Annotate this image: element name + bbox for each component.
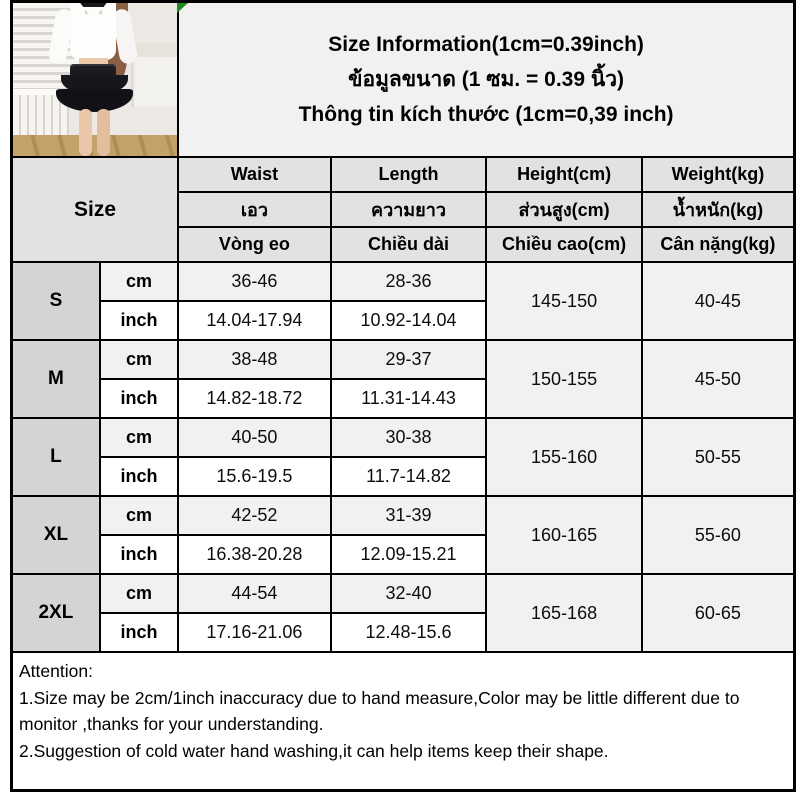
unit-inch: inch [100,379,178,418]
length-inch-l: 11.7-14.82 [331,457,487,496]
title-vietnamese: Thông tin kích thước (1cm=0,39 inch) [298,103,674,126]
row-s-cm [12,262,795,301]
length-inch-m: 11.31-14.43 [331,379,487,418]
length-inch-xl: 12.09-15.21 [331,535,487,574]
header-height-en: Height(cm) [486,157,642,192]
unit-inch: inch [100,457,178,496]
header-length-th: ความยาว [331,192,487,227]
length-inch-2xl: 12.48-15.6 [331,613,487,652]
waist-inch-m: 14.82-18.72 [178,379,331,418]
length-cm-m: 29-37 [331,340,487,379]
row-l-cm [12,418,795,457]
unit-inch: inch [100,301,178,340]
height-xl: 160-165 [486,496,642,574]
header-length-vi: Chiều dài [331,227,487,262]
photo-model-leg-right [97,109,110,156]
header-length-en: Length [331,157,487,192]
header-row-english [12,157,795,192]
size-label-s: S [12,262,100,340]
height-s: 145-150 [486,262,642,340]
attention-line2: 2.Suggestion of cold water hand washing,it can help items keep their shape. [19,740,609,761]
title-cell [178,2,794,158]
unit-cm: cm [100,262,178,301]
waist-inch-s: 14.04-17.94 [178,301,331,340]
product-photo [13,3,177,156]
title-thai: ข้อมูลขนาด (1 ซม. = 0.39 นิ้ว) [348,68,624,91]
unit-inch: inch [100,535,178,574]
length-inch-s: 10.92-14.04 [331,301,487,340]
unit-cm: cm [100,496,178,535]
weight-m: 45-50 [642,340,795,418]
height-l: 155-160 [486,418,642,496]
waist-cm-m: 38-48 [178,340,331,379]
product-photo-cell [12,2,179,158]
waist-cm-2xl: 44-54 [178,574,331,613]
weight-xl: 55-60 [642,496,795,574]
waist-inch-l: 15.6-19.5 [178,457,331,496]
waist-cm-xl: 42-52 [178,496,331,535]
row-2xl-cm [12,574,795,613]
waist-cm-l: 40-50 [178,418,331,457]
unit-inch: inch [100,613,178,652]
header-weight-vi: Cân nặng(kg) [642,227,795,262]
size-label-2xl: 2XL [12,574,100,652]
waist-inch-2xl: 17.16-21.06 [178,613,331,652]
header-waist-en: Waist [178,157,331,192]
row-m-cm [12,340,795,379]
photo-model-leg-left [79,109,92,156]
title-row [12,2,795,158]
size-label-xl: XL [12,496,100,574]
attention-row [12,652,795,791]
unit-cm: cm [100,340,178,379]
height-m: 150-155 [486,340,642,418]
length-cm-2xl: 32-40 [331,574,487,613]
title-english: Size Information(1cm=0.39inch) [328,33,644,56]
size-label-m: M [12,340,100,418]
header-weight-th: น้ำหนัก(kg) [642,192,795,227]
attention-heading: Attention: [19,661,93,681]
photo-cabinet [131,43,177,107]
weight-l: 50-55 [642,418,795,496]
weight-s: 40-45 [642,262,795,340]
length-cm-l: 30-38 [331,418,487,457]
unit-cm: cm [100,574,178,613]
weight-2xl: 60-65 [642,574,795,652]
header-height-th: ส่วนสูง(cm) [486,192,642,227]
length-cm-xl: 31-39 [331,496,487,535]
size-table [10,0,796,792]
height-2xl: 165-168 [486,574,642,652]
size-label-l: L [12,418,100,496]
attention-line1: 1.Size may be 2cm/1inch inaccuracy due to hand measure,Color may be little different due to monitor ,thanks for your understanding. [19,687,740,735]
attention-cell [12,652,795,791]
waist-cm-s: 36-46 [178,262,331,301]
size-chart-sheet [10,0,796,792]
header-height-vi: Chiều cao(cm) [486,227,642,262]
header-size: Size [12,157,179,262]
header-waist-th: เอว [178,192,331,227]
photo-wood-floor [13,135,177,156]
waist-inch-xl: 16.38-20.28 [178,535,331,574]
unit-cm: cm [100,418,178,457]
header-waist-vi: Vòng eo [178,227,331,262]
length-cm-s: 28-36 [331,262,487,301]
row-xl-cm [12,496,795,535]
header-weight-en: Weight(kg) [642,157,795,192]
